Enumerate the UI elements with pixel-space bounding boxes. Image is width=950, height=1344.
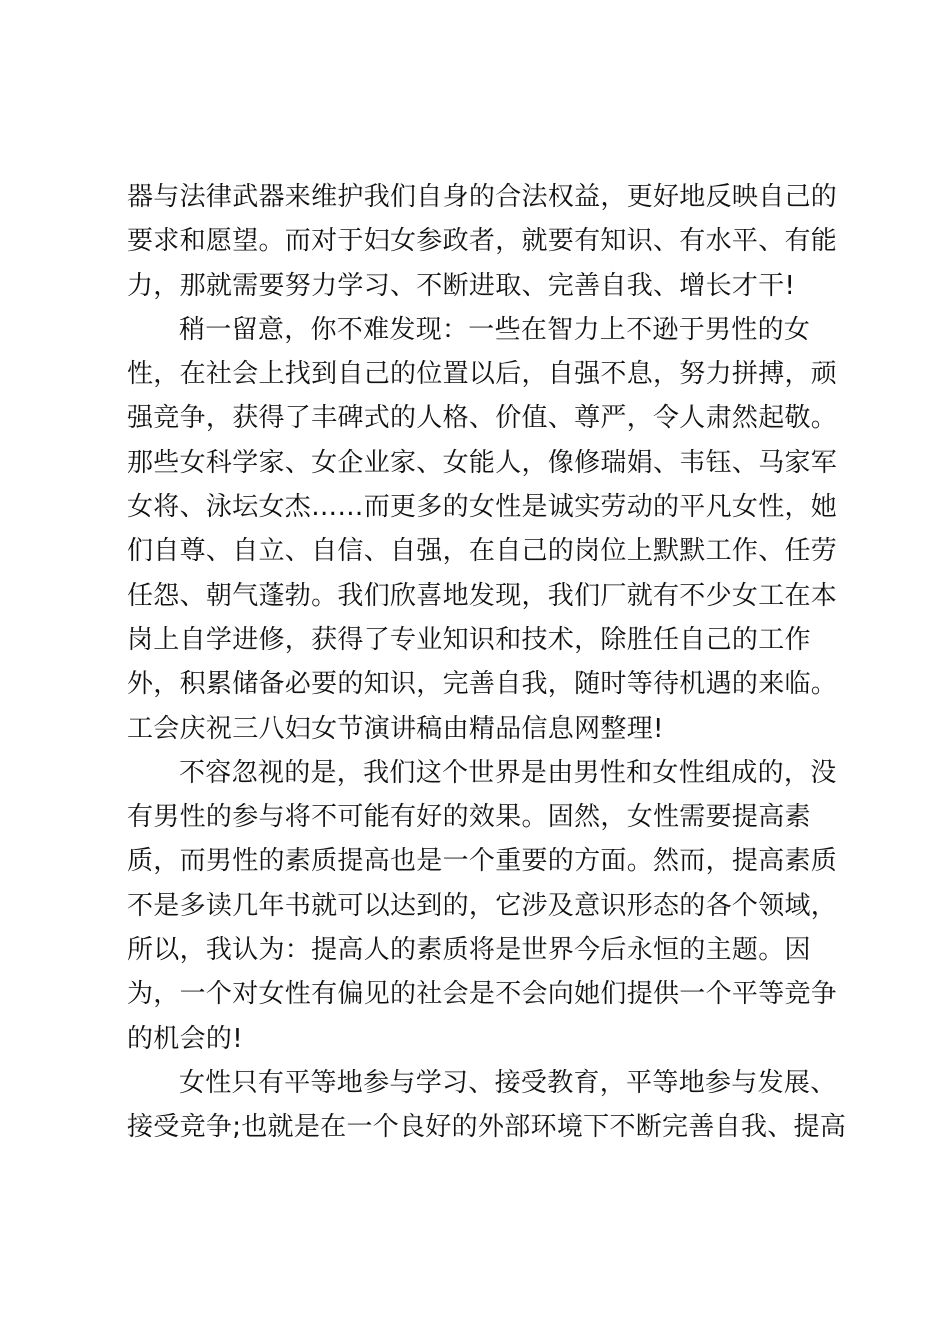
text-line: 任怨、朝气蓬勃。我们欣喜地发现，我们厂就有不少女工在本 [127,580,838,611]
text-line: 为，一个对女性有偏见的社会是不会向她们提供一个平等竞争 [127,979,838,1010]
text-line: 接受竞争;也就是在一个良好的外部环境下不断完善自我、提高 [127,1112,847,1143]
paragraph-start-line: 不容忽视的是，我们这个世界是由男性和女性组成的，没 [179,757,837,788]
paragraph-start-line: 女性只有平等地参与学习、接受教育，平等地参与发展、 [179,1067,837,1098]
text-line: 有男性的参与将不可能有好的效果。固然，女性需要提高素 [127,802,811,833]
text-line: 要求和愿望。而对于妇女参政者，就要有知识、有水平、有能 [127,226,838,257]
text-line: 外，积累储备必要的知识，完善自我，随时等待机遇的来临。 [127,669,838,700]
text-line: 所以，我认为：提高人的素质将是世界今后永恒的主题。因 [127,935,811,966]
text-line: 力，那就需要努力学习、不断进取、完善自我、增长才干! [127,270,796,301]
text-line: 工会庆祝三八妇女节演讲稿由精品信息网整理! [127,713,664,744]
text-line: 岗上自学进修，获得了专业知识和技术，除胜任自己的工作 [127,624,811,655]
text-line: 性，在社会上找到自己的位置以后，自强不息，努力拼搏，顽 [127,359,838,390]
body-text [127,175,847,1150]
text-line: 们自尊、自立、自信、自强，在自己的岗位上默默工作、任劳 [127,536,838,567]
text-line: 不是多读几年书就可以达到的，它涉及意识形态的各个领域， [127,890,838,921]
text-line: 强竞争，获得了丰碑式的人格、价值、尊严，令人肃然起敬。 [127,403,838,434]
text-line: 的机会的! [127,1023,243,1054]
paragraph-start-line: 稍一留意，你不难发现：一些在智力上不逊于男性的女 [179,314,811,345]
text-line: 器与法律武器来维护我们自身的合法权益，更好地反映自己的 [127,182,838,212]
text-line: 那些女科学家、女企业家、女能人，像修瑞娟、韦钰、马家军 [127,447,838,478]
text-line: 女将、泳坛女杰……而更多的女性是诚实劳动的平凡女性，她 [127,492,838,523]
text-line: 质，而男性的素质提高也是一个重要的方面。然而，提高素质 [127,846,838,877]
